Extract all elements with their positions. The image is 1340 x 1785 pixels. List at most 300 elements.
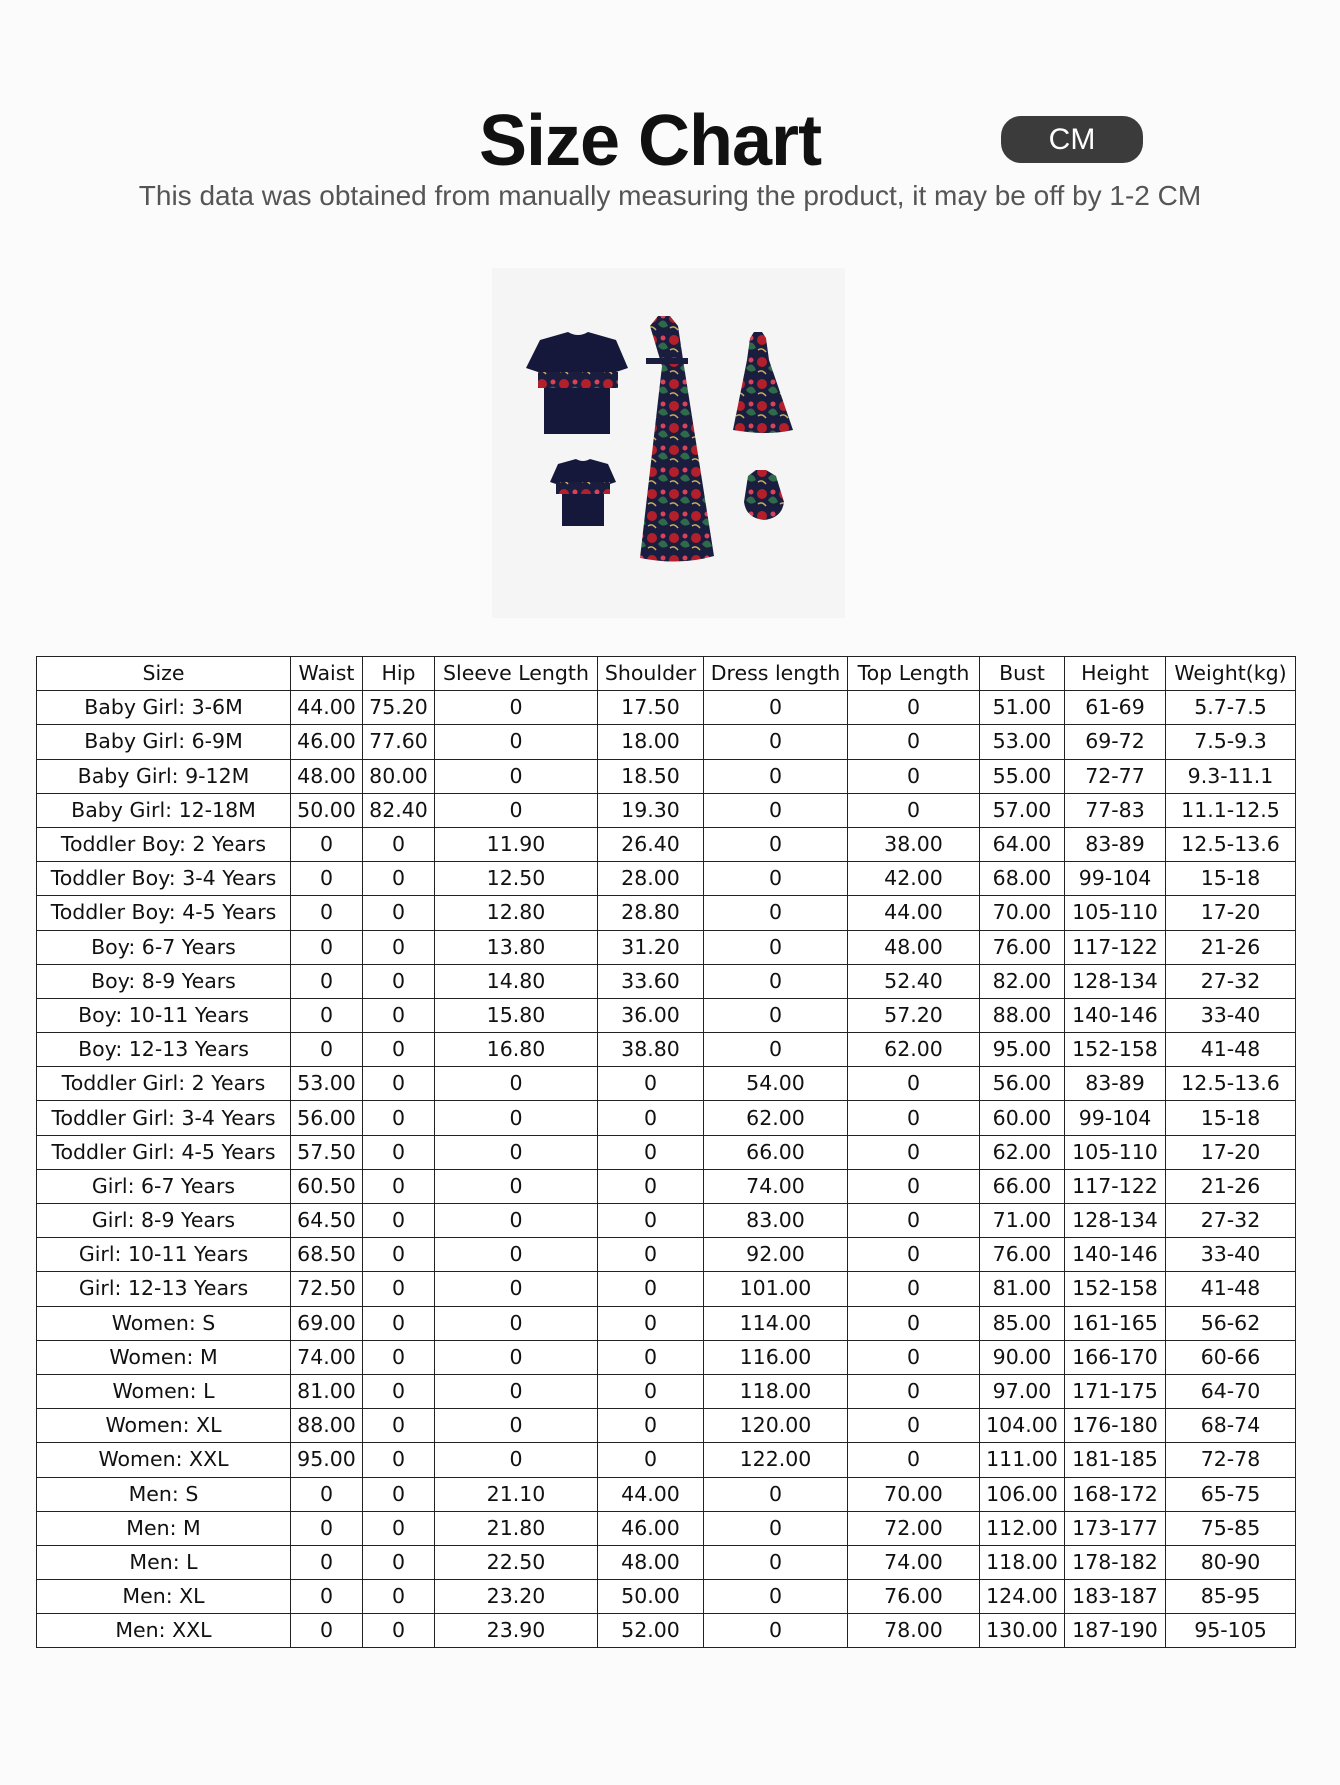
table-row [37,691,1296,725]
cell-shoulder: 31.20 [598,930,704,964]
cell-height: 105-110 [1065,896,1166,930]
cell-bust: 85.00 [980,1306,1065,1340]
cell-weight: 11.1-12.5 [1166,793,1296,827]
cell-shoulder: 0 [598,1306,704,1340]
cell-sleeve-length: 13.80 [435,930,598,964]
cell-top-length: 0 [848,1238,980,1272]
cell-height: 128-134 [1065,964,1166,998]
cell-top-length: 52.40 [848,964,980,998]
cell-hip: 75.20 [363,691,435,725]
cell-shoulder: 38.80 [598,1033,704,1067]
cell-bust: 62.00 [980,1135,1065,1169]
cell-bust: 66.00 [980,1169,1065,1203]
cell-shoulder: 50.00 [598,1580,704,1614]
cell-size: Boy: 8-9 Years [37,964,291,998]
cell-sleeve-length: 0 [435,691,598,725]
column-header-top-length: Top Length [848,657,980,691]
cell-size: Boy: 12-13 Years [37,1033,291,1067]
cell-waist: 0 [291,1614,363,1648]
cell-sleeve-length: 21.80 [435,1511,598,1545]
cell-hip: 0 [363,1238,435,1272]
table-row [37,725,1296,759]
cell-size: Toddler Boy: 4-5 Years [37,896,291,930]
table-row [37,1272,1296,1306]
cell-waist: 0 [291,1545,363,1579]
cell-dress-length: 92.00 [704,1238,848,1272]
cell-dress-length: 0 [704,759,848,793]
cell-height: 166-170 [1065,1340,1166,1374]
cell-waist: 95.00 [291,1443,363,1477]
cell-shoulder: 18.50 [598,759,704,793]
cell-hip: 0 [363,862,435,896]
cell-size: Men: XL [37,1580,291,1614]
cell-dress-length: 0 [704,725,848,759]
cell-dress-length: 0 [704,964,848,998]
cell-dress-length: 54.00 [704,1067,848,1101]
cell-shoulder: 26.40 [598,827,704,861]
cell-shoulder: 0 [598,1101,704,1135]
cell-shoulder: 0 [598,1169,704,1203]
cell-top-length: 0 [848,1067,980,1101]
cell-weight: 27-32 [1166,964,1296,998]
cell-dress-length: 83.00 [704,1204,848,1238]
cell-size: Boy: 10-11 Years [37,998,291,1032]
cell-top-length: 48.00 [848,930,980,964]
cell-bust: 112.00 [980,1511,1065,1545]
cell-hip: 0 [363,1545,435,1579]
column-header-sleeve-length: Sleeve Length [435,657,598,691]
cell-hip: 0 [363,1580,435,1614]
cell-hip: 0 [363,998,435,1032]
table-row [37,827,1296,861]
column-header-waist: Waist [291,657,363,691]
cell-bust: 97.00 [980,1374,1065,1408]
table-row [37,759,1296,793]
cell-hip: 0 [363,1340,435,1374]
cell-hip: 0 [363,1409,435,1443]
cell-sleeve-length: 0 [435,1169,598,1203]
cell-hip: 0 [363,1511,435,1545]
cell-hip: 0 [363,1135,435,1169]
cell-bust: 81.00 [980,1272,1065,1306]
cell-hip: 77.60 [363,725,435,759]
cell-dress-length: 0 [704,1477,848,1511]
cell-waist: 72.50 [291,1272,363,1306]
cell-sleeve-length: 0 [435,1374,598,1408]
cell-top-length: 38.00 [848,827,980,861]
table-row [37,1511,1296,1545]
cell-size: Women: M [37,1340,291,1374]
cell-height: 117-122 [1065,1169,1166,1203]
cell-height: 152-158 [1065,1272,1166,1306]
cell-size: Boy: 6-7 Years [37,930,291,964]
cell-top-length: 0 [848,1272,980,1306]
cell-shoulder: 28.80 [598,896,704,930]
cell-bust: 95.00 [980,1033,1065,1067]
cell-waist: 60.50 [291,1169,363,1203]
cell-height: 99-104 [1065,862,1166,896]
column-header-dress-length: Dress length [704,657,848,691]
table-row [37,1101,1296,1135]
size-table [36,656,1296,1648]
cell-weight: 85-95 [1166,1580,1296,1614]
cell-waist: 0 [291,1477,363,1511]
cell-weight: 17-20 [1166,1135,1296,1169]
cell-weight: 9.3-11.1 [1166,759,1296,793]
cell-dress-length: 62.00 [704,1101,848,1135]
cell-hip: 0 [363,896,435,930]
table-row [37,862,1296,896]
cell-shoulder: 0 [598,1204,704,1238]
girl-dress-icon [733,332,793,433]
cell-sleeve-length: 21.10 [435,1477,598,1511]
cell-height: 183-187 [1065,1580,1166,1614]
cell-bust: 124.00 [980,1580,1065,1614]
cell-size: Girl: 10-11 Years [37,1238,291,1272]
cell-sleeve-length: 0 [435,1135,598,1169]
cell-sleeve-length: 22.50 [435,1545,598,1579]
cell-shoulder: 52.00 [598,1614,704,1648]
cell-height: 171-175 [1065,1374,1166,1408]
cell-top-length: 62.00 [848,1033,980,1067]
cell-top-length: 0 [848,759,980,793]
table-row [37,793,1296,827]
column-header-bust: Bust [980,657,1065,691]
cell-shoulder: 0 [598,1374,704,1408]
cell-bust: 104.00 [980,1409,1065,1443]
cell-sleeve-length: 0 [435,1238,598,1272]
cell-dress-length: 0 [704,896,848,930]
table-body [37,691,1296,1648]
cell-dress-length: 66.00 [704,1135,848,1169]
cell-top-length: 44.00 [848,896,980,930]
cell-bust: 106.00 [980,1477,1065,1511]
table-row [37,1204,1296,1238]
cell-weight: 68-74 [1166,1409,1296,1443]
cell-hip: 0 [363,964,435,998]
column-header-size: Size [37,657,291,691]
column-header-shoulder: Shoulder [598,657,704,691]
cell-hip: 0 [363,1306,435,1340]
cell-shoulder: 36.00 [598,998,704,1032]
table-row [37,1340,1296,1374]
cell-shoulder: 28.00 [598,862,704,896]
cell-sleeve-length: 14.80 [435,964,598,998]
cell-weight: 56-62 [1166,1306,1296,1340]
product-photo-icon [492,268,845,618]
cell-hip: 0 [363,1272,435,1306]
cell-size: Girl: 8-9 Years [37,1204,291,1238]
cell-waist: 0 [291,896,363,930]
cell-top-length: 0 [848,1374,980,1408]
cell-height: 173-177 [1065,1511,1166,1545]
cell-bust: 76.00 [980,1238,1065,1272]
cell-shoulder: 44.00 [598,1477,704,1511]
cell-waist: 0 [291,964,363,998]
cell-sleeve-length: 15.80 [435,998,598,1032]
cell-bust: 51.00 [980,691,1065,725]
cell-dress-length: 122.00 [704,1443,848,1477]
cell-waist: 48.00 [291,759,363,793]
cell-hip: 80.00 [363,759,435,793]
cell-waist: 81.00 [291,1374,363,1408]
cell-top-length: 0 [848,793,980,827]
cell-waist: 56.00 [291,1101,363,1135]
cell-size: Men: S [37,1477,291,1511]
cell-top-length: 76.00 [848,1580,980,1614]
cell-top-length: 0 [848,1443,980,1477]
cell-size: Toddler Girl: 4-5 Years [37,1135,291,1169]
table-row [37,930,1296,964]
cell-shoulder: 0 [598,1409,704,1443]
cell-weight: 60-66 [1166,1340,1296,1374]
cell-height: 105-110 [1065,1135,1166,1169]
cell-hip: 0 [363,1067,435,1101]
cell-shoulder: 0 [598,1443,704,1477]
women-dress-icon [640,316,714,562]
cell-weight: 72-78 [1166,1443,1296,1477]
baby-romper-icon [744,470,784,520]
cell-weight: 64-70 [1166,1374,1296,1408]
cell-size: Baby Girl: 3-6M [37,691,291,725]
product-image [492,268,845,618]
cell-top-length: 0 [848,1409,980,1443]
cell-size: Baby Girl: 9-12M [37,759,291,793]
cell-bust: 68.00 [980,862,1065,896]
cell-top-length: 74.00 [848,1545,980,1579]
cell-dress-length: 0 [704,1545,848,1579]
cell-hip: 0 [363,1204,435,1238]
cell-shoulder: 19.30 [598,793,704,827]
cell-height: 72-77 [1065,759,1166,793]
cell-dress-length: 0 [704,1614,848,1648]
cell-waist: 69.00 [291,1306,363,1340]
measurement-disclaimer: This data was obtained from manually measuring the product, it may be off by 1-2 CM [138,180,1202,211]
cell-top-length: 70.00 [848,1477,980,1511]
table-row [37,1067,1296,1101]
cell-weight: 21-26 [1166,1169,1296,1203]
cell-shoulder: 0 [598,1238,704,1272]
cell-hip: 0 [363,1614,435,1648]
cell-sleeve-length: 0 [435,759,598,793]
cell-weight: 12.5-13.6 [1166,827,1296,861]
table-row [37,896,1296,930]
cell-size: Men: L [37,1545,291,1579]
cell-sleeve-length: 0 [435,1272,598,1306]
cell-waist: 0 [291,998,363,1032]
table-row [37,1443,1296,1477]
cell-waist: 53.00 [291,1067,363,1101]
table-row [37,1477,1296,1511]
cell-dress-length: 0 [704,998,848,1032]
table-row [37,1169,1296,1203]
cell-weight: 15-18 [1166,1101,1296,1135]
cell-dress-length: 118.00 [704,1374,848,1408]
cell-waist: 44.00 [291,691,363,725]
cell-sleeve-length: 11.90 [435,827,598,861]
column-header-weight: Weight(kg) [1166,657,1296,691]
cell-height: 187-190 [1065,1614,1166,1648]
cell-weight: 80-90 [1166,1545,1296,1579]
cell-sleeve-length: 0 [435,793,598,827]
cell-dress-length: 114.00 [704,1306,848,1340]
cell-height: 117-122 [1065,930,1166,964]
cell-size: Women: XXL [37,1443,291,1477]
cell-dress-length: 0 [704,1033,848,1067]
cell-waist: 0 [291,930,363,964]
cell-size: Men: XXL [37,1614,291,1648]
cell-top-length: 42.00 [848,862,980,896]
cell-top-length: 0 [848,1135,980,1169]
cell-dress-length: 74.00 [704,1169,848,1203]
cell-bust: 70.00 [980,896,1065,930]
cell-sleeve-length: 0 [435,1067,598,1101]
cell-dress-length: 0 [704,793,848,827]
cell-size: Toddler Girl: 2 Years [37,1067,291,1101]
cell-size: Men: M [37,1511,291,1545]
cell-bust: 60.00 [980,1101,1065,1135]
cell-bust: 82.00 [980,964,1065,998]
cell-top-length: 0 [848,1204,980,1238]
cell-weight: 12.5-13.6 [1166,1067,1296,1101]
cell-bust: 111.00 [980,1443,1065,1477]
cell-sleeve-length: 0 [435,1409,598,1443]
table-row [37,1033,1296,1067]
cell-height: 140-146 [1065,998,1166,1032]
cell-bust: 55.00 [980,759,1065,793]
cell-top-length: 0 [848,1101,980,1135]
cell-size: Toddler Girl: 3-4 Years [37,1101,291,1135]
page-title: Size Chart [478,101,822,181]
cell-weight: 33-40 [1166,998,1296,1032]
cell-sleeve-length: 0 [435,1101,598,1135]
cell-bust: 56.00 [980,1067,1065,1101]
cell-weight: 33-40 [1166,1238,1296,1272]
cell-hip: 0 [363,1443,435,1477]
cell-waist: 68.50 [291,1238,363,1272]
cell-sleeve-length: 0 [435,1443,598,1477]
cell-weight: 65-75 [1166,1477,1296,1511]
cell-weight: 5.7-7.5 [1166,691,1296,725]
cell-height: 83-89 [1065,827,1166,861]
table-row [37,998,1296,1032]
cell-size: Girl: 6-7 Years [37,1169,291,1203]
cell-weight: 21-26 [1166,930,1296,964]
cell-height: 83-89 [1065,1067,1166,1101]
cell-top-length: 0 [848,725,980,759]
cell-bust: 90.00 [980,1340,1065,1374]
cell-dress-length: 0 [704,862,848,896]
cell-shoulder: 33.60 [598,964,704,998]
cell-weight: 17-20 [1166,896,1296,930]
cell-size: Baby Girl: 6-9M [37,725,291,759]
cell-weight: 41-48 [1166,1033,1296,1067]
table-row [37,1545,1296,1579]
unit-toggle-button[interactable]: CM [1001,116,1143,163]
child-tshirt-icon [550,459,616,526]
cell-shoulder: 0 [598,1067,704,1101]
cell-height: 178-182 [1065,1545,1166,1579]
cell-size: Girl: 12-13 Years [37,1272,291,1306]
cell-waist: 46.00 [291,725,363,759]
cell-height: 176-180 [1065,1409,1166,1443]
cell-weight: 75-85 [1166,1511,1296,1545]
cell-sleeve-length: 0 [435,725,598,759]
cell-hip: 82.40 [363,793,435,827]
cell-hip: 0 [363,1169,435,1203]
cell-top-length: 0 [848,1340,980,1374]
adult-tshirt-icon [526,332,628,434]
cell-sleeve-length: 0 [435,1306,598,1340]
cell-top-length: 0 [848,691,980,725]
cell-height: 152-158 [1065,1033,1166,1067]
cell-dress-length: 0 [704,930,848,964]
cell-dress-length: 0 [704,827,848,861]
cell-height: 69-72 [1065,725,1166,759]
cell-sleeve-length: 0 [435,1204,598,1238]
cell-waist: 0 [291,1511,363,1545]
cell-weight: 7.5-9.3 [1166,725,1296,759]
cell-weight: 95-105 [1166,1614,1296,1648]
cell-height: 128-134 [1065,1204,1166,1238]
cell-dress-length: 101.00 [704,1272,848,1306]
cell-shoulder: 18.00 [598,725,704,759]
column-header-height: Height [1065,657,1166,691]
table-header-row [37,657,1296,691]
cell-sleeve-length: 23.90 [435,1614,598,1648]
cell-height: 161-165 [1065,1306,1166,1340]
table-row [37,1306,1296,1340]
table-row [37,1614,1296,1648]
cell-sleeve-length: 16.80 [435,1033,598,1067]
table-row [37,1374,1296,1408]
cell-bust: 130.00 [980,1614,1065,1648]
cell-sleeve-length: 12.80 [435,896,598,930]
cell-size: Toddler Boy: 2 Years [37,827,291,861]
cell-waist: 64.50 [291,1204,363,1238]
cell-sleeve-length: 12.50 [435,862,598,896]
cell-bust: 76.00 [980,930,1065,964]
cell-bust: 118.00 [980,1545,1065,1579]
cell-dress-length: 116.00 [704,1340,848,1374]
cell-bust: 57.00 [980,793,1065,827]
cell-top-length: 0 [848,1169,980,1203]
cell-size: Women: XL [37,1409,291,1443]
cell-hip: 0 [363,1033,435,1067]
table-row [37,1238,1296,1272]
cell-hip: 0 [363,930,435,964]
cell-weight: 27-32 [1166,1204,1296,1238]
cell-top-length: 0 [848,1306,980,1340]
cell-size: Women: S [37,1306,291,1340]
cell-waist: 0 [291,827,363,861]
cell-waist: 0 [291,1580,363,1614]
cell-waist: 74.00 [291,1340,363,1374]
table-row [37,1409,1296,1443]
cell-hip: 0 [363,827,435,861]
cell-sleeve-length: 0 [435,1340,598,1374]
cell-bust: 64.00 [980,827,1065,861]
cell-height: 77-83 [1065,793,1166,827]
cell-hip: 0 [363,1374,435,1408]
cell-top-length: 72.00 [848,1511,980,1545]
cell-size: Women: L [37,1374,291,1408]
cell-height: 61-69 [1065,691,1166,725]
cell-waist: 0 [291,1033,363,1067]
cell-size: Toddler Boy: 3-4 Years [37,862,291,896]
cell-dress-length: 120.00 [704,1409,848,1443]
cell-weight: 41-48 [1166,1272,1296,1306]
